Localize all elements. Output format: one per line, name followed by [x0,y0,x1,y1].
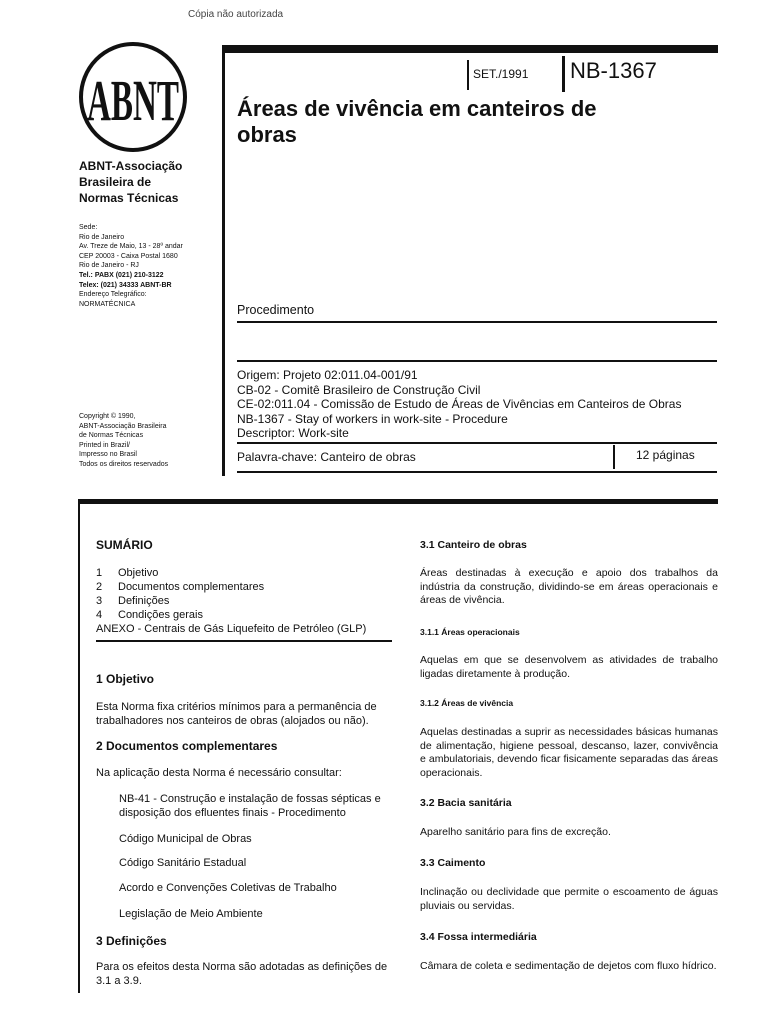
toc-number: 1 [96,567,103,579]
publication-date: SET./1991 [473,67,529,81]
reference-item: Legislação de Meio Ambiente [119,908,263,920]
document-type: Procedimento [237,303,315,317]
address-line: Rio de Janeiro - RJ [79,262,139,270]
reference-item: Código Sanitário Estadual [119,857,247,869]
copyright-line: Printed in Brazil/ [79,441,130,449]
copyright-line: de Normas Técnicas [79,432,144,440]
address-line: Endereço Telegráfico: [79,291,147,299]
body-left-rule [78,503,80,993]
toc-label: Objetivo [118,567,159,579]
copyright-line: ABNT-Associação Brasileira [79,422,167,430]
section-heading: 3 Definições [96,934,167,948]
address-line: NORMATÉCNICA [79,300,136,308]
watermark: Cópia não autorizada [188,9,284,20]
origin-line: CE-02:011.04 - Comissão de Estudo de Áreas de Vivências em Canteiros de Obras [237,397,682,412]
section-heading: 1 Objetivo [96,672,155,686]
header-top-rule [222,45,718,53]
origin-line: Descriptor: Work-site [237,426,349,441]
page-count: 12 páginas [636,448,695,462]
org-line: Brasileira de [79,175,152,189]
body-top-rule [78,499,718,504]
reference-item: Acordo e Convenções Coletivas de Trabalho [119,882,337,894]
divider [96,640,392,642]
address-block [79,223,183,309]
org-line: Normas Técnicas [79,191,179,205]
definition-heading: 3.1.2 Áreas de vivência [420,698,514,708]
definition-heading: 3.1 Canteiro de obras [420,539,527,551]
header-left-rule [222,46,225,476]
divider [237,321,717,323]
org-line: ABNT-Associação [79,159,183,173]
date-separator [467,60,469,90]
copyright-line: Impresso no Brasil [79,451,137,459]
norm-separator [562,56,565,92]
definition-heading: 3.4 Fossa intermediária [420,931,537,943]
title-line: Áreas de vivência em canteiros de [237,96,597,121]
copyright-line: Todos os direitos reservados [79,460,169,468]
logo-text: ABNT [87,68,179,133]
paragraph: Para os efeitos desta Norma são adotadas as definições de 3.1 a 3.9. [96,961,388,987]
toc-number: 2 [96,581,103,593]
divider [237,471,717,473]
toc-annex: ANEXO - Centrais de Gás Liquefeito de Petróleo (GLP) [96,623,367,635]
definition-text: Inclinação ou declividade que permite o escoamento de águas pluviais ou servidas. [420,886,718,912]
organization-name [79,158,182,206]
origin-line: NB-1367 - Stay of workers in work-site - Procedure [237,411,508,426]
toc-item [96,580,366,594]
paragraph: Na aplicação desta Norma é necessário consultar: [96,767,342,779]
pages-separator [613,445,615,469]
copyright-block [79,412,168,470]
address-line: Av. Treze de Maio, 13 - 28º andar [79,243,183,251]
origin-line: Origem: Projeto 02:011.04-001/91 [237,368,418,382]
address-line: Tel.: PABX (021) 210-3122 [79,271,164,279]
toc-number: 3 [96,595,103,607]
toc-label: Condições gerais [118,609,203,621]
toc-label: Definições [118,595,170,607]
section-heading: 2 Documentos complementares [96,739,278,753]
summary-heading: SUMÁRIO [96,538,153,552]
paragraph: Esta Norma fixa critérios mínimos para a permanência de trabalhadores nos canteiros de obras (alojados ou não). [96,701,377,727]
table-of-contents [96,566,366,636]
reference-item: Código Municipal de Obras [119,833,252,845]
definition-text: Aquelas em que se desenvolvem as atividades de trabalho ligadas diretamente à produção. [420,654,718,680]
definition-text: Aparelho sanitário para fins de excreção. [420,826,611,838]
origin-line: CB-02 - Comitê Brasileiro de Construção Civil [237,382,481,397]
address-line: CEP 20003 - Caixa Postal 1680 [79,252,178,260]
norm-number: NB-1367 [570,58,657,83]
toc-number: 4 [96,609,103,621]
definition-text: Câmara de coleta e sedimentação de dejetos com fluxo hídrico. [420,960,717,972]
copyright-line: Copyright © 1990, [79,413,136,420]
document-title [237,96,697,148]
definition-heading: 3.3 Caimento [420,857,486,869]
definition-heading: 3.2 Bacia sanitária [420,797,512,809]
reference-item: NB-41 - Construção e instalação de fossas sépticas e disposição dos efluentes finais - Procedimento [119,793,381,819]
toc-item [96,594,366,608]
toc-item [96,608,366,622]
definition-heading: 3.1.1 Áreas operacionais [420,627,520,637]
divider [237,360,717,362]
divider [237,442,717,444]
toc-item [96,566,366,580]
definition-text: Aquelas destinadas a suprir as necessidades básicas humanas de alimentação, higiene pessoal, descanso, lazer, convivência e ambulatoriais, devendo ficar fisicamente separadas das áreas operacionais. [420,726,718,780]
title-line: obras [237,122,297,147]
toc-label: Documentos complementares [118,581,265,593]
definition-text: Áreas destinadas à execução e apoio dos trabalhos da indústria da construção, dividindo-se em áreas operacionais e áreas de vivência. [420,567,718,607]
address-line: Rio de Janeiro [79,233,125,241]
keyword: Palavra-chave: Canteiro de obras [237,450,416,464]
abnt-logo [78,42,188,152]
origin-block [237,368,681,441]
address-line: Telex: (021) 34333 ABNT-BR [79,281,172,289]
address-line: Sede: [79,224,98,231]
